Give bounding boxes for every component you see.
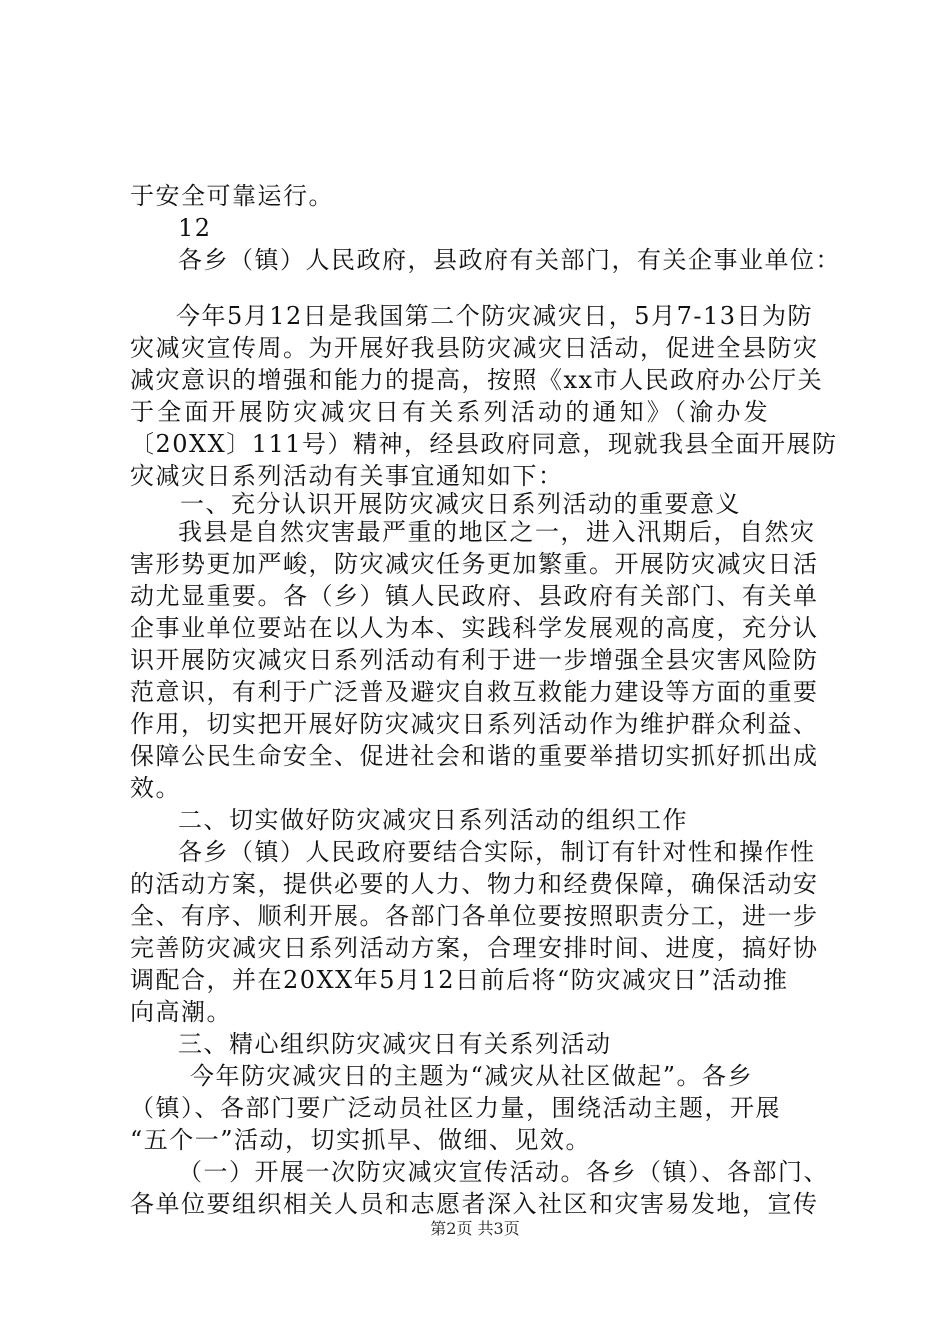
page-footer: 第2页 共3页 [430,1219,520,1238]
text-line: 今年防灾减灾日的主题为“减灾从社区做起”。各乡 [190,1062,754,1090]
text-line: 于全面开展防灾减灾日有关系列活动的通知》（渝办发 [130,398,771,426]
text-line: 害形势更加严峻，防灾减灾任务更加繁重。开展防灾减灾日活 [130,550,819,578]
section-heading: 一、充分认识开展防灾减灾日系列活动的重要意义 [180,490,741,518]
text-line: 企事业单位要站在以人为本、实践科学发展观的高度，充分认 [130,614,819,642]
text-line: 各乡（镇）人民政府，县政府有关部门，有关企事业单位： [178,246,841,274]
text-line: 效。 [130,774,181,802]
text-line: 于安全可靠运行。 [130,182,334,210]
text-line: （一）开展一次防灾减灾宣传活动。各乡（镇）、各部门、 [178,1158,829,1186]
text-line: 灾减灾日系列活动有关事宜通知如下： [130,462,564,490]
text-line: 各单位要组织相关人员和志愿者深入社区和灾害易发地，宣传 [130,1190,819,1218]
section-heading: 三、精心组织防灾减灾日有关系列活动 [178,1030,612,1058]
text-line: 调配合，并在20XX年5月12日前后将“防灾减灾日”活动推 [130,966,789,994]
text-line: 减灾意识的增强和能力的提高，按照《xx市人民政府办公厅关 [130,366,824,394]
text-line: 12 [178,214,212,242]
text-line: 作用，切实把开展好防灾减灾日系列活动作为维护群众利益、 [130,710,819,738]
text-line: 完善防灾减灾日系列活动方案，合理安排时间、进度，搞好协 [130,934,819,962]
text-line: 各乡（镇）人民政府要结合实际，制订有针对性和操作性 [178,838,816,866]
text-line: “五个一”活动，切实抓早、做细、见效。 [130,1126,592,1154]
text-line: 动尤显重要。各（乡）镇人民政府、县政府有关部门、有关单 [130,582,819,610]
text-line: 范意识，有利于广泛普及避灾自救互救能力建设等方面的重要 [130,678,819,706]
text-line: 〔20XX〕111号）精神，经县政府同意，现就我县全面开展防 [130,430,838,458]
text-line: 灾减灾宣传周。为开展好我县防灾减灾日活动，促进全县防灾 [130,334,819,362]
text-line: 我县是自然灾害最严重的地区之一，进入汛期后，自然灾 [178,518,816,546]
text-line: 全、有序、顺利开展。各部门各单位要按照职责分工，进一步 [130,902,819,930]
text-line: 今年5月12日是我国第二个防灾减灾日，5月7-13日为防 [176,302,813,330]
text-line: （镇）、各部门要广泛动员社区力量，围绕活动主题，开展 [130,1094,781,1122]
text-line: 识开展防灾减灾日系列活动有利于进一步增强全县灾害风险防 [130,646,819,674]
text-line: 的活动方案，提供必要的人力、物力和经费保障，确保活动安 [130,870,819,898]
section-heading: 二、切实做好防灾减灾日系列活动的组织工作 [178,806,688,834]
text-line: 保障公民生命安全、促进社会和谐的重要举措切实抓好抓出成 [130,742,819,770]
text-line: 向高潮。 [130,998,232,1026]
